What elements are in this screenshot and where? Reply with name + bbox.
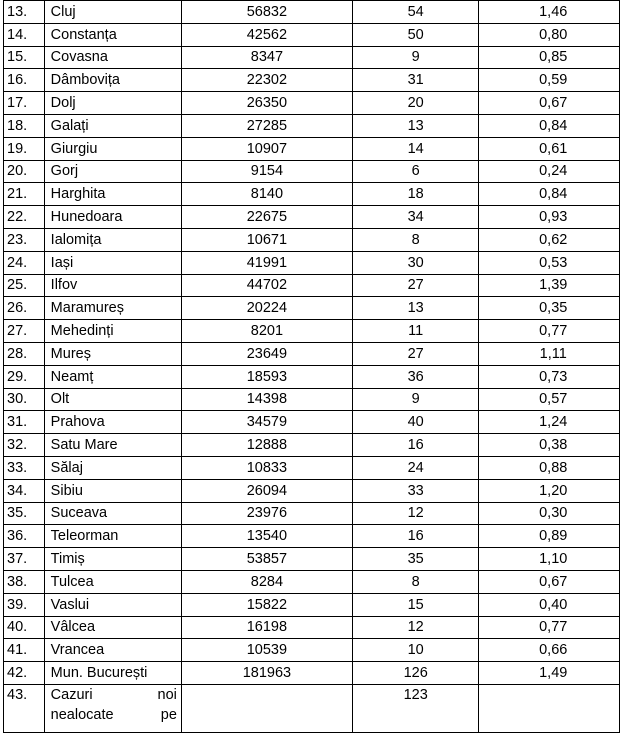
- county-name: Dolj: [44, 92, 181, 115]
- county-name: Hunedoara: [44, 206, 181, 229]
- value-col2: 50: [352, 23, 479, 46]
- table-row: [4, 525, 620, 548]
- value-col2: 16: [352, 525, 479, 548]
- value-col3: 0,24: [479, 160, 620, 183]
- value-col3: 1,24: [479, 411, 620, 434]
- row-number: 34.: [4, 479, 45, 502]
- county-name: Tulcea: [44, 570, 181, 593]
- value-col3: 1,39: [479, 274, 620, 297]
- row-number: 15.: [4, 46, 45, 69]
- value-col2: 12: [352, 502, 479, 525]
- value-col2: 27: [352, 274, 479, 297]
- county-name: Covasna: [44, 46, 181, 69]
- value-col2: 20: [352, 92, 479, 115]
- county-name: Galați: [44, 114, 181, 137]
- table-row: [4, 183, 620, 206]
- county-name: Cluj: [44, 1, 181, 24]
- value-col1: 10539: [181, 639, 352, 662]
- county-name: Neamț: [44, 365, 181, 388]
- value-col2: 35: [352, 548, 479, 571]
- row-number: 22.: [4, 206, 45, 229]
- row-number: 35.: [4, 502, 45, 525]
- table-row: [4, 662, 620, 685]
- value-col2: 31: [352, 69, 479, 92]
- value-col2: 126: [352, 662, 479, 685]
- value-col1: 14398: [181, 388, 352, 411]
- table-row: [4, 365, 620, 388]
- row-number: 14.: [4, 23, 45, 46]
- row-number: 28.: [4, 342, 45, 365]
- row-number: 38.: [4, 570, 45, 593]
- county-name: Ilfov: [44, 274, 181, 297]
- county-name-line2: nealocate pe: [50, 706, 177, 723]
- table-row: [4, 206, 620, 229]
- value-col3: 1,20: [479, 479, 620, 502]
- value-col3: 0,61: [479, 137, 620, 160]
- value-col2: 9: [352, 388, 479, 411]
- value-col1: 42562: [181, 23, 352, 46]
- table-row: [4, 570, 620, 593]
- value-col2: 27: [352, 342, 479, 365]
- row-number: 13.: [4, 1, 45, 24]
- value-col3: 0,38: [479, 434, 620, 457]
- value-col1: 26094: [181, 479, 352, 502]
- table-row: [4, 251, 620, 274]
- county-name: Vâlcea: [44, 616, 181, 639]
- value-col1: 10907: [181, 137, 352, 160]
- value-col2: 10: [352, 639, 479, 662]
- row-number: 29.: [4, 365, 45, 388]
- value-col2: 6: [352, 160, 479, 183]
- value-col1: 16198: [181, 616, 352, 639]
- county-name: Sălaj: [44, 456, 181, 479]
- value-col2: 123: [352, 684, 479, 732]
- row-number: 21.: [4, 183, 45, 206]
- value-col3: 0,77: [479, 616, 620, 639]
- table-row: [4, 46, 620, 69]
- value-col2: 33: [352, 479, 479, 502]
- row-number: 41.: [4, 639, 45, 662]
- value-col3: 0,30: [479, 502, 620, 525]
- table-row: [4, 616, 620, 639]
- county-name: Satu Mare: [44, 434, 181, 457]
- value-col2: 9: [352, 46, 479, 69]
- table-row-unallocated: [4, 684, 620, 732]
- value-col1: 23976: [181, 502, 352, 525]
- value-col1: 44702: [181, 274, 352, 297]
- value-col3: 0,53: [479, 251, 620, 274]
- table-row: [4, 137, 620, 160]
- row-number: 37.: [4, 548, 45, 571]
- table-row: [4, 502, 620, 525]
- value-col1: 26350: [181, 92, 352, 115]
- value-col3: 1,11: [479, 342, 620, 365]
- county-name: Ialomița: [44, 228, 181, 251]
- value-col3: 0,59: [479, 69, 620, 92]
- row-number: 30.: [4, 388, 45, 411]
- value-col2: 18: [352, 183, 479, 206]
- value-col3: 0,77: [479, 320, 620, 343]
- row-number: 27.: [4, 320, 45, 343]
- value-col2: 14: [352, 137, 479, 160]
- table-row: [4, 274, 620, 297]
- value-col1: 8140: [181, 183, 352, 206]
- value-col1: 53857: [181, 548, 352, 571]
- value-col2: 12: [352, 616, 479, 639]
- row-number: 16.: [4, 69, 45, 92]
- value-col3: 0,62: [479, 228, 620, 251]
- value-col3: 1,10: [479, 548, 620, 571]
- county-name: Maramureș: [44, 297, 181, 320]
- value-col1: 34579: [181, 411, 352, 434]
- value-col1: 181963: [181, 662, 352, 685]
- value-col1: 22675: [181, 206, 352, 229]
- value-col3: 0,67: [479, 570, 620, 593]
- value-col3: 0,85: [479, 46, 620, 69]
- value-col1: 12888: [181, 434, 352, 457]
- cases-table: [3, 0, 620, 733]
- table-row: [4, 69, 620, 92]
- table-row: [4, 456, 620, 479]
- value-col1: 15822: [181, 593, 352, 616]
- table-row: [4, 228, 620, 251]
- value-col2: 13: [352, 114, 479, 137]
- value-col1: 10833: [181, 456, 352, 479]
- county-name: Timiș: [44, 548, 181, 571]
- row-number: 19.: [4, 137, 45, 160]
- value-col2: 34: [352, 206, 479, 229]
- table-row: [4, 434, 620, 457]
- row-number: 40.: [4, 616, 45, 639]
- county-name: Gorj: [44, 160, 181, 183]
- table-row: [4, 342, 620, 365]
- cases-table-body: [4, 1, 620, 733]
- table-row: [4, 1, 620, 24]
- row-number: 33.: [4, 456, 45, 479]
- county-name: Dâmbovița: [44, 69, 181, 92]
- county-name: Suceava: [44, 502, 181, 525]
- row-number: 20.: [4, 160, 45, 183]
- value-col1: [181, 684, 352, 732]
- value-col1: 41991: [181, 251, 352, 274]
- row-number: 18.: [4, 114, 45, 137]
- value-col1: 8284: [181, 570, 352, 593]
- value-col3: 0,57: [479, 388, 620, 411]
- table-row: [4, 92, 620, 115]
- row-number: 24.: [4, 251, 45, 274]
- value-col2: 8: [352, 570, 479, 593]
- value-col3: 0,40: [479, 593, 620, 616]
- row-number: 31.: [4, 411, 45, 434]
- table-row: [4, 639, 620, 662]
- value-col3: 0,67: [479, 92, 620, 115]
- county-name: [44, 684, 181, 732]
- table-row: [4, 297, 620, 320]
- county-name-line1: Cazuri noi: [50, 686, 177, 703]
- table-row: [4, 479, 620, 502]
- county-name: Teleorman: [44, 525, 181, 548]
- row-number: 42.: [4, 662, 45, 685]
- value-col3: 1,46: [479, 1, 620, 24]
- value-col1: 18593: [181, 365, 352, 388]
- value-col1: 13540: [181, 525, 352, 548]
- table-row: [4, 160, 620, 183]
- value-col1: 9154: [181, 160, 352, 183]
- value-col1: 10671: [181, 228, 352, 251]
- table-row: [4, 23, 620, 46]
- value-col3: 0,84: [479, 183, 620, 206]
- row-number: 39.: [4, 593, 45, 616]
- county-name: Mehedinți: [44, 320, 181, 343]
- county-name: Mureș: [44, 342, 181, 365]
- value-col3: 1,49: [479, 662, 620, 685]
- county-name: Olt: [44, 388, 181, 411]
- value-col2: 36: [352, 365, 479, 388]
- value-col1: 56832: [181, 1, 352, 24]
- row-number: 36.: [4, 525, 45, 548]
- county-name: Vrancea: [44, 639, 181, 662]
- county-name: Sibiu: [44, 479, 181, 502]
- county-name: Vaslui: [44, 593, 181, 616]
- row-number: 43.: [4, 684, 45, 732]
- row-number: 25.: [4, 274, 45, 297]
- value-col3: 0,89: [479, 525, 620, 548]
- value-col3: 0,35: [479, 297, 620, 320]
- value-col2: 11: [352, 320, 479, 343]
- row-number: 17.: [4, 92, 45, 115]
- value-col2: 30: [352, 251, 479, 274]
- value-col1: 22302: [181, 69, 352, 92]
- table-row: [4, 388, 620, 411]
- table-row: [4, 114, 620, 137]
- value-col2: 40: [352, 411, 479, 434]
- county-name: Giurgiu: [44, 137, 181, 160]
- county-name: Iași: [44, 251, 181, 274]
- county-name: Prahova: [44, 411, 181, 434]
- table-row: [4, 320, 620, 343]
- value-col2: 24: [352, 456, 479, 479]
- table-row: [4, 548, 620, 571]
- county-name: Harghita: [44, 183, 181, 206]
- value-col2: 16: [352, 434, 479, 457]
- value-col3: 0,88: [479, 456, 620, 479]
- value-col1: 8201: [181, 320, 352, 343]
- table-row: [4, 411, 620, 434]
- value-col2: 8: [352, 228, 479, 251]
- value-col3: 0,84: [479, 114, 620, 137]
- value-col1: 8347: [181, 46, 352, 69]
- value-col3: 0,66: [479, 639, 620, 662]
- county-name: Mun. București: [44, 662, 181, 685]
- value-col3: 0,73: [479, 365, 620, 388]
- value-col2: 54: [352, 1, 479, 24]
- row-number: 32.: [4, 434, 45, 457]
- county-name: Constanța: [44, 23, 181, 46]
- value-col2: 15: [352, 593, 479, 616]
- value-col3: 0,93: [479, 206, 620, 229]
- value-col1: 20224: [181, 297, 352, 320]
- row-number: 23.: [4, 228, 45, 251]
- value-col1: 27285: [181, 114, 352, 137]
- row-number: 26.: [4, 297, 45, 320]
- value-col3: 0,80: [479, 23, 620, 46]
- value-col2: 13: [352, 297, 479, 320]
- value-col3: [479, 684, 620, 732]
- value-col1: 23649: [181, 342, 352, 365]
- table-row: [4, 593, 620, 616]
